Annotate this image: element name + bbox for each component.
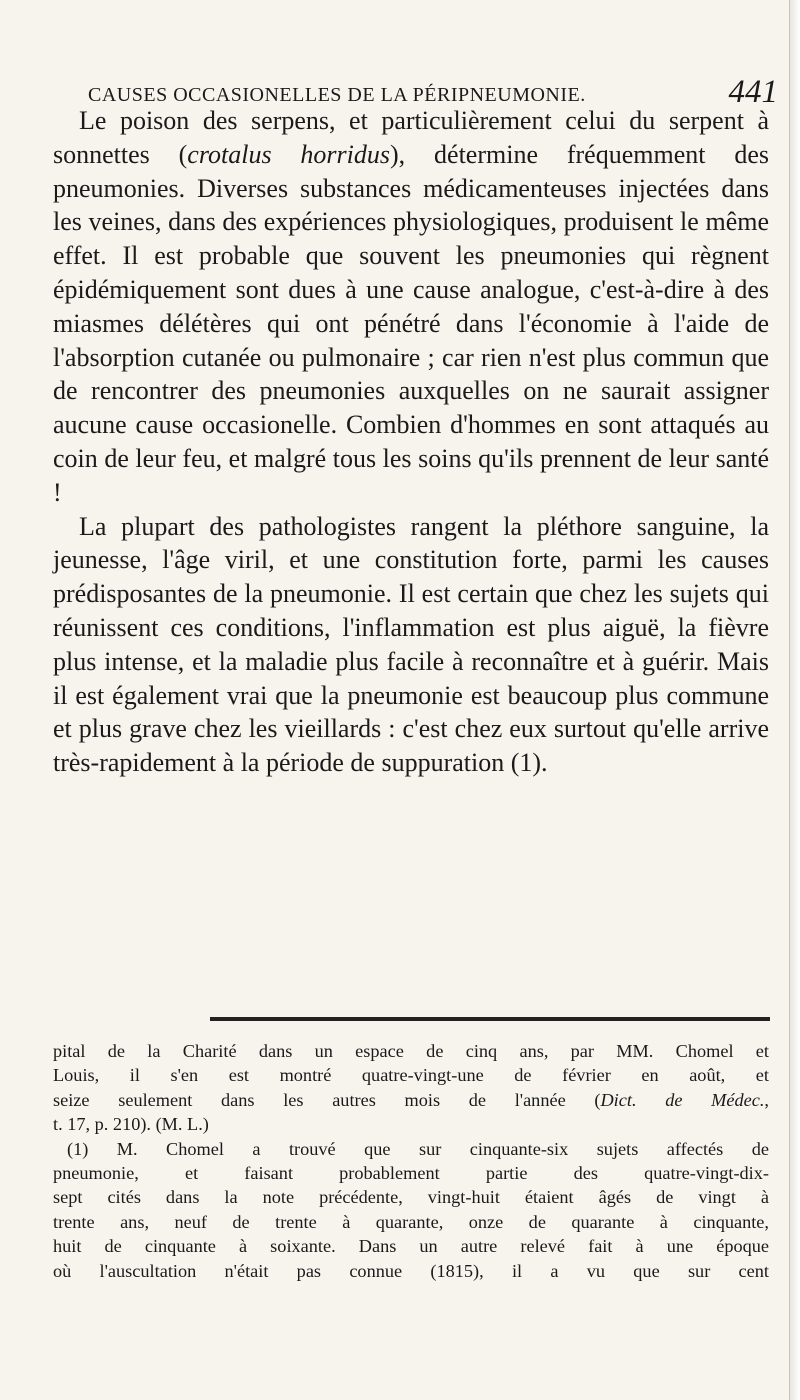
footnote-1-line: sept cités dans la note précédente, vingt-huit étaient âgés de vingt à <box>53 1187 769 1208</box>
footnotes <box>53 1039 769 1283</box>
footnote-line: pital de la Charité dans un espace de cinq ans, par MM. Chomel et <box>53 1041 769 1061</box>
footnote-1-line: trente ans, neuf de trente à quarante, onze de quarante à cinquante, <box>53 1211 769 1232</box>
main-text <box>53 104 769 780</box>
footnote-line <box>53 1088 769 1112</box>
footnote-line: Louis, il s'en est montré quatre-vingt-une de février en août, et <box>53 1065 769 1086</box>
running-head: CAUSES OCCASIONELLES DE LA PÉRIPNEUMONIE. <box>88 84 586 106</box>
footnote-text: , <box>764 1089 769 1110</box>
paragraph-1-start: Le poison des serpens, et particulièrement celui du serpent à sonnettes ( <box>53 106 769 169</box>
footnote-citation: Dict. de Médec. <box>600 1089 765 1110</box>
footnote-1-line: (1) M. Chomel a trouvé que sur cinquante-six sujets affectés de <box>67 1138 769 1159</box>
page-edge <box>789 0 800 1400</box>
paragraph-1 <box>53 104 769 510</box>
footnote-rule <box>210 1017 770 1021</box>
footnote-1-line: huit de cinquante à soixante. Dans un autre relevé fait à une époque <box>53 1236 769 1257</box>
footnote-text: seize seulement dans les autres mois de l'année ( <box>53 1089 601 1110</box>
species-name: crotalus horridus <box>187 139 391 169</box>
paragraph-2: La plupart des pathologistes rangent la pléthore sanguine, la jeunesse, l'âge viril, et une constitution forte, parmi les causes prédisposantes de la pneumonie. Il est certain que chez les sujets qui réunissent ces conditions, l'inflammation est plus aiguë, la fièvre plus intense, et la maladie plus facile à reconnaître et à guérir. Mais il est également vrai que la pneumonie est beaucoup plus commune et plus grave chez les vieillards : c'est chez eux surtout qu'elle arrive très-rapidement à la période de suppuration (1). <box>53 511 769 778</box>
paragraph-1-rest: ), détermine fréquemment des pneumonies. Diverses substances médicamenteuses injectées dans les veines, dans des expériences physiologiques, produisent le même effet. Il est probable que souvent les pneumonies qui règnent épidémiquement sont dues à une cause analogue, c'est-à-dire à des miasmes délétères qui ont pénétré dans l'économie à l'aide de l'absorption cutanée ou pulmonaire ; car rien n'est plus commun que de rencontrer des pneumonies auxquelles on ne saurait assigner aucune cause occasionelle. Combien d'hommes en sont attaqués au coin de leur feu, et malgré tous les soins qu'ils prennent de leur santé ! <box>53 139 770 507</box>
footnote-1-line: pneumonie, et faisant probablement partie des quatre-vingt-dix- <box>53 1163 769 1184</box>
footnote-line: t. 17, p. 210). (M. L.) <box>53 1114 209 1135</box>
page-number: 441 <box>728 74 778 110</box>
footnote-1-line: où l'auscultation n'était pas connue (1815), il a vu que sur cent <box>53 1260 769 1281</box>
